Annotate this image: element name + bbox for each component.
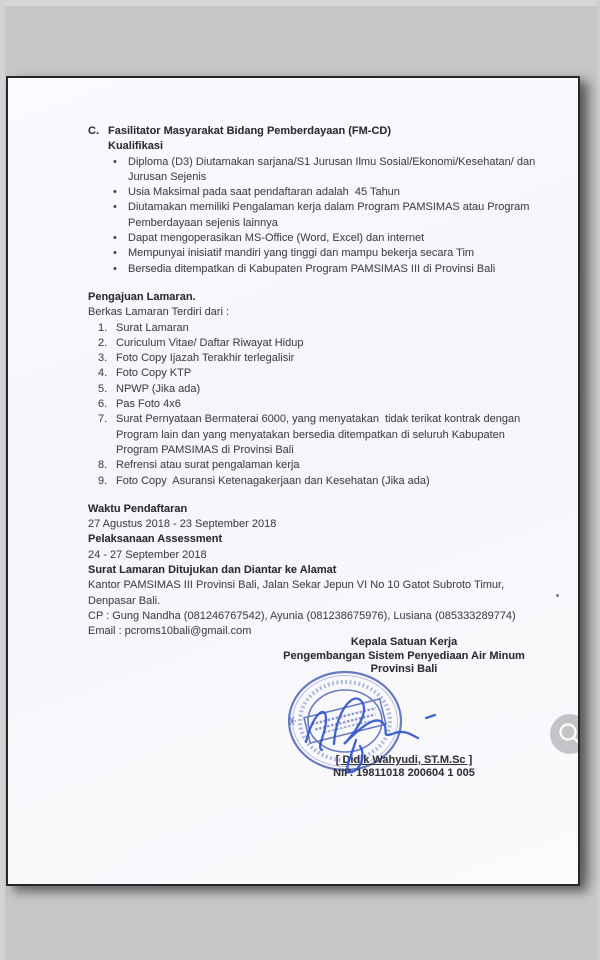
magnifier-icon	[553, 717, 580, 751]
bullet-icon: •	[113, 262, 117, 275]
bullet-icon: •	[113, 186, 117, 199]
signature-title-line: Pengembangan Sistem Penyediaan Air Minum	[283, 649, 525, 662]
list-item: 4. Foto Copy KTP	[98, 367, 192, 380]
bullet-icon: •	[113, 232, 117, 245]
address-heading: Surat Lamaran Ditujukan dan Diantar ke Alamat	[88, 564, 337, 577]
application-documents-list	[88, 321, 550, 489]
list-item: • Diploma (D3) Diutamakan sarjana/S1 Jurusan Ilmu Sosial/Ekonomi/Kesehatan/ dan Jurusan Sejenis	[113, 155, 550, 186]
scan-speck	[556, 594, 559, 597]
zoom-button[interactable]	[550, 714, 580, 754]
viewer-top-edge	[0, 0, 600, 6]
list-item: 7. Surat Pernyataan Bermaterai 6000, yang menyatakan tidak terikat kontrak dengan Program lain dan yang menyatakan bersedia ditempatkan di seluruh Kabupaten Program PAMSIMAS di Provinsi Bali	[98, 413, 524, 456]
signatory-nip: NIP. 19811018 200604 1 005	[333, 767, 475, 779]
registration-period-heading: Waktu Pendaftaran	[88, 502, 188, 515]
bullet-icon: •	[113, 201, 117, 214]
qualification-list	[88, 155, 550, 277]
qualification-subheading: Kualifikasi	[108, 140, 164, 153]
handwritten-signature	[296, 676, 446, 788]
signatory-name: [ Didik Wahyudi, ST.M.Sc ]	[335, 754, 473, 766]
list-item: • Diutamakan memiliki Pengalaman kerja dalam Program PAMSIMAS atau Program Pemberdayaan sejenis lainnya	[113, 200, 550, 231]
list-item: 6. Pas Foto 4x6	[98, 398, 181, 411]
list-item: • Mempunyai inisiatif mandiri yang tinggi dan mampu bekerja secara Tim	[113, 246, 550, 261]
contact-line: CP : Gung Nandha (081246767542), Ayunia (081238675976), Lusiana (085333289774)	[88, 609, 516, 622]
document-body	[88, 124, 550, 640]
bullet-icon: •	[113, 247, 117, 260]
list-item: 9. Foto Copy Asuransi Ketenagakerjaan dan Kesehatan (Jika ada)	[98, 474, 430, 487]
section-c-heading	[88, 124, 550, 139]
document-content	[8, 78, 578, 884]
assessment-value: 24 - 27 September 2018	[88, 548, 207, 561]
document-page	[6, 76, 580, 886]
signature-title-line: Provinsi Bali	[370, 663, 438, 675]
bullet-icon: •	[113, 155, 117, 168]
viewer-left-edge	[0, 0, 5, 960]
list-item: 3. Foto Copy Ijazah Terakhir terlegalisir	[98, 352, 295, 365]
registration-period-value: 27 Agustus 2018 - 23 September 2018	[88, 518, 277, 531]
list-item: • Usia Maksimal pada saat pendaftaran adalah 45 Tahun	[113, 185, 550, 200]
list-item: 5. NPWP (Jika ada)	[98, 382, 201, 395]
list-item: • Dapat mengoperasikan MS-Office (Word, Excel) dan internet	[113, 231, 550, 246]
section-title: Fasilitator Masyarakat Bidang Pemberdayaan (FM-CD)	[108, 125, 392, 137]
application-intro: Berkas Lamaran Terdiri dari :	[88, 306, 230, 319]
address-line: Kantor PAMSIMAS III Provinsi Bali, Jalan Sekar Jepun VI No 10 Gatot Subroto Timur, Denpasar Bali.	[88, 579, 508, 607]
section-letter: C.	[88, 125, 99, 137]
list-item: • Bersedia ditempatkan di Kabupaten Program PAMSIMAS III di Provinsi Bali	[113, 262, 550, 277]
list-item: 1. Surat Lamaran	[98, 321, 189, 334]
assessment-heading: Pelaksanaan Assessment	[88, 533, 223, 546]
signature-title-line: Kepala Satuan Kerja	[350, 636, 458, 648]
email-line: Email : pcroms10bali@gmail.com	[88, 625, 252, 638]
list-item: 8. Refrensi atau surat pengalaman kerja	[98, 459, 300, 472]
list-item: 2. Curiculum Vitae/ Daftar Riwayat Hidup	[98, 336, 304, 349]
application-heading: Pengajuan Lamaran.	[88, 290, 196, 303]
